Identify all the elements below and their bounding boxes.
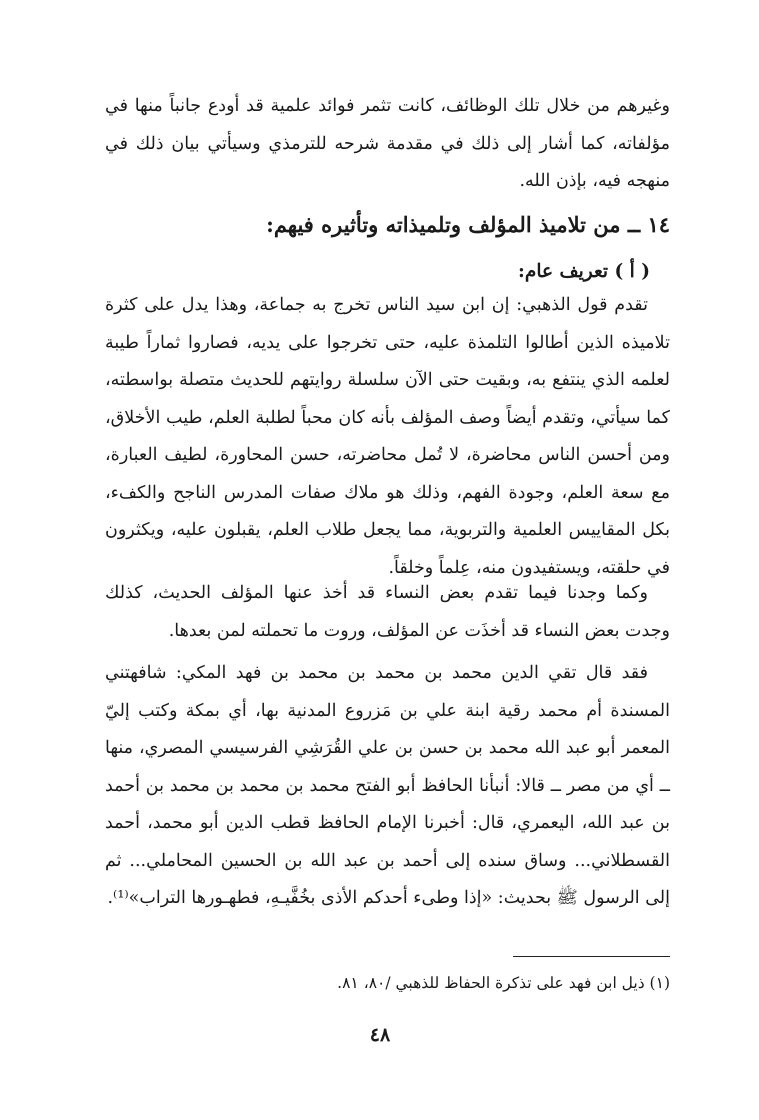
intro-paragraph: وغيرهم من خلال تلك الوظائف، كانت تثمر فوائد علمية قد أودع جانباً منها في مؤلفاته، كما أشار إلى ذلك في مقدمة شرحه للترمذي وسيأتي بيان ذلك في منهجه فيه، بإذن الله. [105,96,670,191]
page-number: ٤٨ [369,1024,391,1046]
paragraph-women-students: وكما وجدنا فيما تقدم بعض النساء قد أخذ عنها المؤلف الحديث، كذلك وجدت بعض النساء قد أخذَت عن المؤلف، وروت ما تحملته لمن بعدها. [105,583,670,641]
footnote: (١) ذيل ابن فهد على تذكرة الحفاظ للذهبي /٨٠، ٨١. [337,974,670,992]
subsection-heading: ( أ ) تعريف عام: [518,261,650,282]
paragraph-chain-of-narration: فقد قال تقي الدين محمد بن محمد بن محمد بن فهد المكي: شافهتني المسندة أم محمد رقية ابنة علي بن مَزروع المدنية بها، أي بمكة وكتب إليّ المعمر أبو عبد الله محمد بن حسن بن علي القُرَشِي الفرسيسي المصري، منها ــ أي من مصر ــ قالا: أنبأنا الحافظ أبو الفتح محمد بن محمد بن محمد بن أحمد بن عبد الله، اليعمري، قال: أخبرنا الإمام الحافظ قطب الدين أبو محمد، أحمد القسطلاني... وساق سنده إلى أحمد بن عبد الله بن الحسين المحاملي... ثم إلى الرسول ﷺ بحديث: «إذا وطىء أحدكم الأذى بخُفَّيـهِ، فطهـورها التراب»⁽¹⁾. [105,663,670,908]
paragraph-students-overview: تقدم قول الذهبي: إن ابن سيد الناس تخرج به جماعة، وهذا يدل على كثرة تلاميذه الذين أطالوا التلمذة عليه، حتى تخرجوا على يديه، فصاروا ثماراً طيبة لعلمه الذي ينتفع به، وبقيت حتى الآن سلسلة روايتهم للحديث متصلة بواسطته، كما سيأتي، وتقدم أيضاً وصف المؤلف بأنه كان محباً لطلبة العلم، طيب الأخلاق، ومن أحسن الناس محاضرة، لا تُمل محاضرته، حسن المحاورة، لطيف العبارة، مع سعة العلم، وجودة الفهم، وذلك هو ملاك صفات المدرس الناجح والكفء، بكل المقاييس العلمية والتربوية، مما يجعل طلاب العلم، يقبلون عليه، ويكثرون في حلقته، ويستفيدون منه، عِلماً وخلقاً. [105,295,670,578]
footnote-separator [513,956,670,957]
section-heading: ١٤ ــ من تلاميذ المؤلف وتلميذاته وتأثيره فيهم: [266,212,670,237]
